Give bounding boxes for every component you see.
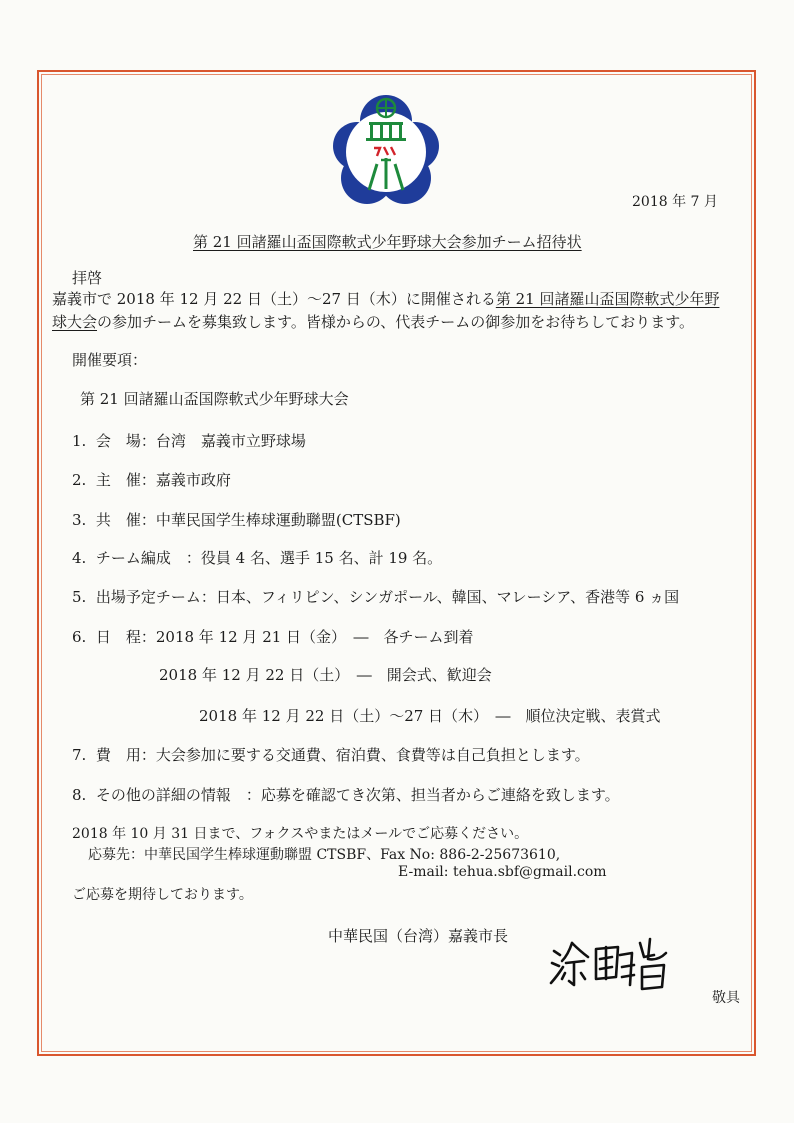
item-text: チーム編成 ：役員 4 名、選手 15 名、計 19 名。 (95, 549, 443, 567)
item-number: 5. (72, 588, 87, 606)
item-text: 主 催：嘉義市政府 (95, 471, 231, 489)
intro-text-cont: の参加チームを募集致します。皆様からの、代表チームの御参加をお待ちしております。 (97, 313, 695, 331)
intro-text: 嘉義市で 2018 年 12 月 22 日（土）～27 日（木）に開催される (52, 290, 496, 308)
chiayi-city-emblem (333, 94, 439, 206)
intro-event-name: 第 21 回諸羅山盃国際軟式少年野 (495, 290, 720, 308)
email-text: E-mail: tehua.sbf@gmail.com (398, 864, 607, 880)
item-text: 出場予定チーム：日本、フィリピン、シンガポール、韓国、マレーシア、香港等 6 ヵ国 (95, 588, 680, 606)
letter-title: 第 21 回諸羅山盃国際軟式少年野球大会参加チーム招待状 (193, 233, 582, 251)
event-name: 第 21 回諸羅山盃国際軟式少年野球大会 (80, 390, 349, 408)
sign-off: 敬具 (712, 990, 740, 1006)
closing-text: ご応募を期待しております。 (72, 887, 253, 903)
list-item (72, 509, 401, 530)
list-item (72, 586, 679, 607)
greeting: 拝啓 (72, 269, 103, 287)
schedule-line: 2018 年 12 月 22 日（土）～27 日（木） ― 順位決定戦、表賞式 (199, 707, 661, 725)
item-number: 3. (72, 511, 87, 529)
item-number: 2. (72, 471, 87, 489)
intro-line-2 (52, 311, 694, 332)
schedule-line: 2018 年 12 月 22 日（土） ― 開会式、歓迎会 (159, 666, 492, 684)
item-number: 4. (72, 549, 87, 567)
item-text: 会 場：台湾 嘉義市立野球場 (95, 432, 306, 450)
handwritten-signature (548, 933, 678, 993)
item-number: 7. (72, 746, 87, 764)
item-text: 費 用：大会参加に要する交通費、宿泊費、食費等は自己負担とします。 (95, 746, 590, 764)
list-item (72, 784, 620, 805)
list-item (72, 469, 231, 490)
intro-line-1 (52, 288, 719, 309)
item-text: 共 催：中華民国学生棒球運動聯盟(CTSBF) (95, 511, 401, 529)
list-item (72, 430, 306, 451)
letter-date: 2018 年 7 月 (632, 194, 718, 210)
item-number: 1. (72, 432, 87, 450)
item-number: 8. (72, 786, 87, 804)
apply-to-text: 応募先：中華民国学生棒球運動聯盟 CTSBF、Fax No: 886-2-25673610, (88, 847, 561, 863)
list-item (72, 626, 474, 647)
intro-event-name-cont: 球大会 (52, 313, 98, 331)
item-text: 日 程：2018 年 12 月 21 日（金） ― 各チーム到着 (95, 628, 474, 646)
item-number: 6. (72, 628, 87, 646)
deadline-text: 2018 年 10 月 31 日まで、フォクスやまたはメールでご応募ください。 (72, 826, 529, 842)
list-item (72, 547, 442, 568)
list-item (72, 744, 590, 765)
item-text: その他の詳細の情報 ：応募を確認てき次第、担当者からご連絡を致します。 (95, 786, 620, 804)
sender-title: 中華民国（台湾）嘉義市長 (328, 927, 509, 945)
section-heading: 開催要項： (72, 351, 148, 369)
